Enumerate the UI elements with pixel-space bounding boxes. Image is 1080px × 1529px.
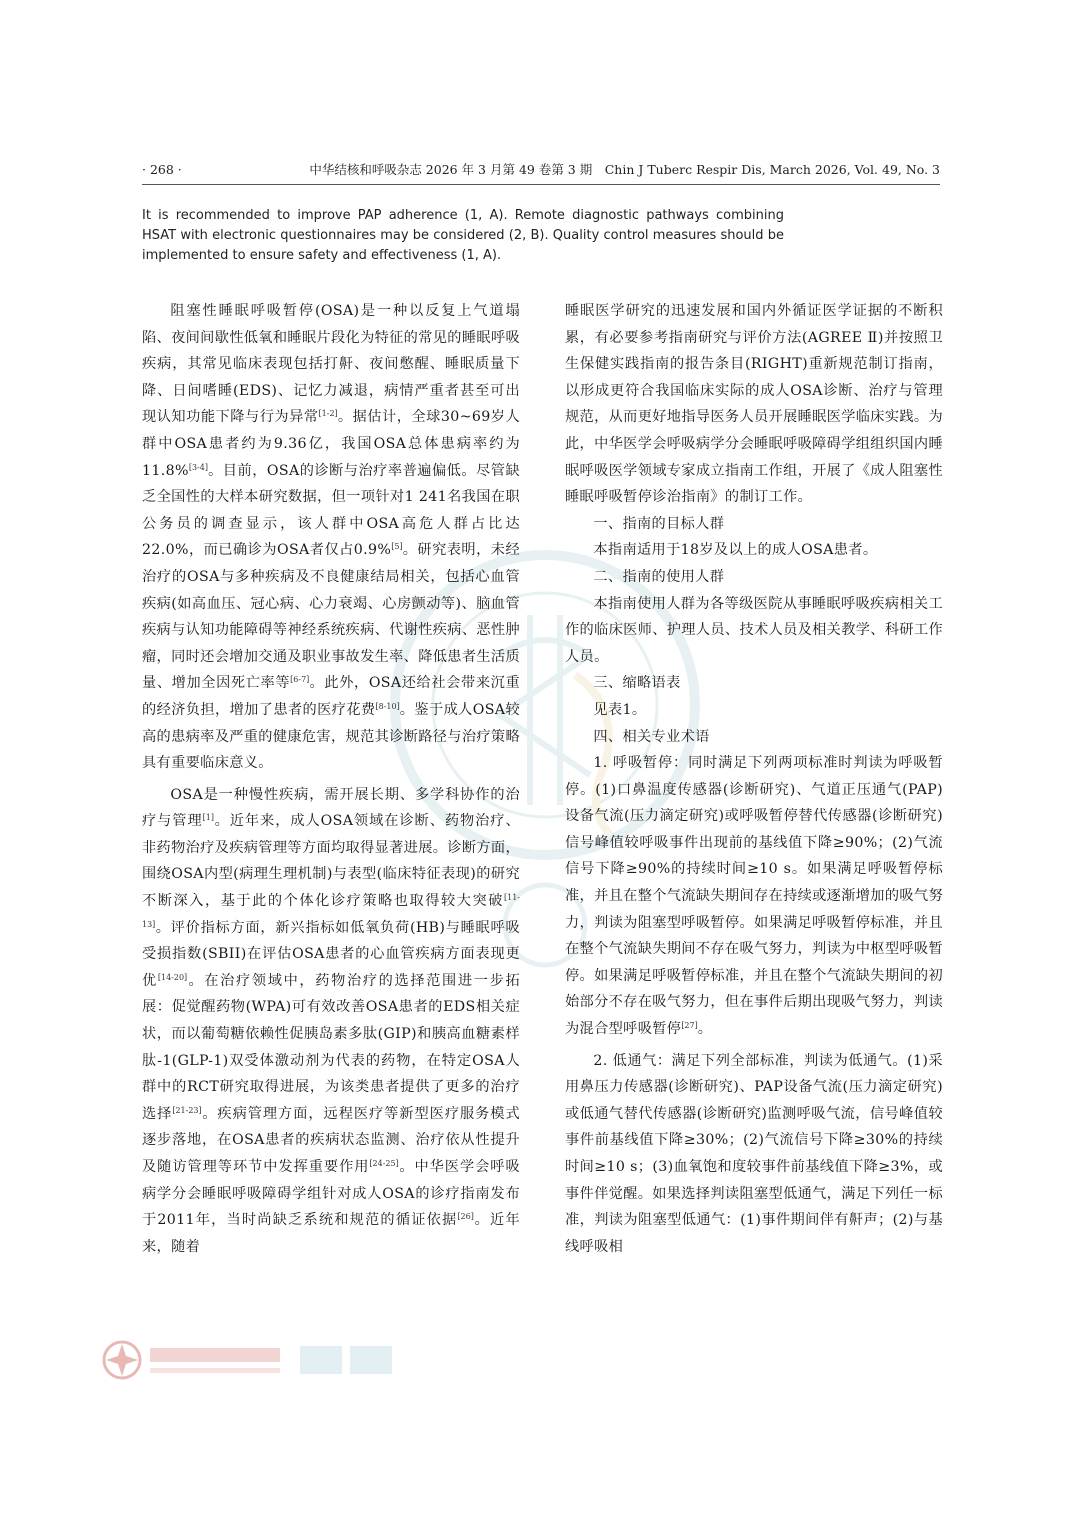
- citation: [26]: [457, 1212, 474, 1222]
- citation: [3-4]: [188, 462, 208, 472]
- definition-hypopnea: 2. 低通气：满足下列全部标准，判读为低通气。(1)采用鼻压力传感器(诊断研究)、PAP设备气流(压力滴定研究)或低通气替代传感器(诊断研究)监测呼吸气流，信号峰值较事件前基线值下降≥30%；(2)气流信号下降≥30%的持续时间≥10 s；(3)血氧饱和度较事件前基线值下降≥3%，或事件伴觉醒。如果选择判读阻塞型低通气，满足下列任一标准，判读为阻塞型低通气：(1)事件期间伴有鼾声；(2)与基线呼吸相: [565, 1052, 943, 1255]
- section-heading-target-population: 一、指南的目标人群: [593, 515, 725, 532]
- right-column: [565, 298, 943, 1260]
- definition-apnea: 1. 呼吸暂停：同时满足下列两项标准时判读为呼吸暂停。(1)口鼻温度传感器(诊断研究)、气道正压通气(PAP)设备气流(压力滴定研究)或呼吸暂停替代传感器(诊断研究)信号峰值较呼吸事件出现前的基线值下降≥90%；(2)气流信号下降≥90%的持续时间≥10 s。如果满足呼吸暂停标准，并且在整个气流缺失期间存在持续或逐渐增加的吸气努力，判读为阻塞型呼吸暂停。如果满足呼吸暂停标准，并且在整个气流缺失期间不存在吸气努力，判读为中枢型呼吸暂停。如果满足呼吸暂停标准，并且在整个气流缺失期间的初始部分不存在吸气努力，但在事件后期出现吸气努力，判读为混合型呼吸暂停[27]。: [565, 755, 943, 1038]
- running-header: [142, 160, 940, 180]
- section-heading-users: 二、指南的使用人群: [593, 568, 725, 585]
- paragraph-target-population: 本指南适用于18岁及以上的成人OSA患者。: [593, 542, 878, 559]
- paragraph-users: 本指南使用人群为各等级医院从事睡眠呼吸疾病相关工作的临床医师、护理人员、技术人员及相关教学、科研工作人员。: [565, 595, 943, 665]
- citation: [21-23]: [172, 1105, 202, 1115]
- citation: [24-25]: [369, 1159, 399, 1168]
- header-rule: [142, 184, 940, 185]
- paragraph-abbreviations: 见表1。: [593, 701, 647, 718]
- citation: [14-20]: [157, 972, 188, 982]
- publisher-logo-icon: [100, 1330, 400, 1390]
- citation: [5]: [391, 542, 403, 552]
- citation: [1]: [202, 813, 214, 823]
- paragraph-background: OSA是一种慢性疾病，需开展长期、多学科协作的治疗与管理[1]。近年来，成人OSA领域在诊断、药物治疗、非药物治疗及疾病管理等方面均取得显著进展。诊断方面，围绕OSA内型(病理生理机制)与表型(临床特征表现)的研究不断深入，基于此的个体化诊疗策略也取得较大突破[11-13]。评价指标方面，新兴指标如低氧负荷(HB)与睡眠呼吸受损指数(SBII)在评估OSA患者的心血管疾病方面表现更优[14-20]。在治疗领域中，药物治疗的选择范围进一步拓展：促觉醒药物(WPA)可有效改善OSA患者的EDS相关症状，而以葡萄糖依赖性促胰岛素多肽(GIP)和胰高血糖素样肽-1(GLP-1)双受体激动剂为代表的药物，在特定OSA人群中的RCT研究取得进展，为该类患者提供了更多的治疗选择[21-23]。疾病管理方面，远程医疗等新型医疗服务模式逐步落地，在OSA患者的疾病状态监测、治疗依从性提升及随访管理等环节中发挥重要作用[24-25]。中华医学会呼吸病学分会睡眠呼吸障碍学组针对成人OSA的诊疗指南发布于2011年，当时尚缺乏系统和规范的循证依据[26]。近年来，随着: [142, 786, 520, 1255]
- paragraph-continued: 睡眠医学研究的迅速发展和国内外循证医学证据的不断积累，有必要参考指南研究与评价方法(AGREE Ⅱ)并按照卫生保健实践指南的报告条目(RIGHT)重新规范制订指南，以形成更符合我国临床实际的成人OSA诊断、治疗与管理规范，从而更好地指导医务人员开展睡眠医学临床实践。为此，中华医学会呼吸病学分会睡眠呼吸障碍学组组织国内睡眠呼吸医学领域专家成立指南工作组，开展了《成人阻塞性睡眠呼吸暂停诊治指南》的制订工作。: [565, 303, 943, 506]
- page-number: · 268 ·: [142, 162, 182, 177]
- left-column: [142, 298, 520, 1260]
- citation: [11-13]: [142, 893, 520, 929]
- section-heading-terms: 四、相关专业术语: [593, 728, 710, 745]
- citation: [6-7]: [290, 675, 310, 685]
- section-heading-abbreviations: 三、缩略语表: [593, 675, 681, 692]
- paragraph-intro: 阻塞性睡眠呼吸暂停(OSA)是一种以反复上气道塌陷、夜间间歇性低氧和睡眠片段化为特征的常见的睡眠呼吸疾病，其常见临床表现包括打鼾、夜间憋醒、睡眠质量下降、日间嗜睡(EDS)、记忆力减退，病情严重者甚至可出现认知功能下降与行为异常[1-2]。据估计，全球30~69岁人群中OSA患者约为9.36亿，我国OSA总体患病率约为11.8%[3-4]。目前，OSA的诊断与治疗率普遍偏低。尽管缺乏全国性的大样本研究数据，但一项针对1 241名我国在职公务员的调查显示，该人群中OSA高危人群占比达22.0%，而已确诊为OSA者仅占0.9%[5]。研究表明，未经治疗的OSA与多种疾病及不良健康结局相关，包括心血管疾病(如高血压、冠心病、心力衰竭、心房颤动等)、脑血管疾病与认知功能障碍等神经系统疾病、代谢性疾病、恶性肿瘤，同时还会增加交通及职业事故发生率、降低患者生活质量、增加全因死亡率等[6-7]。此外，OSA还给社会带来沉重的经济负担，增加了患者的医疗花费[8-10]。鉴于成人OSA较高的患病率及严重的健康危害，规范其诊断路径与治疗策略具有重要临床意义。: [142, 303, 521, 772]
- citation: [8-10]: [375, 701, 400, 711]
- citation: [1-2]: [318, 409, 338, 419]
- journal-citation: 中华结核和呼吸杂志 2026 年 3 月第 49 卷第 3 期 Chin J Tuberc Respir Dis, March 2026, Vol. 49, No. 3: [309, 162, 940, 177]
- abstract-tail: It is recommended to improve PAP adherence (1, A). Remote diagnostic pathways combining HSAT with electronic questionnaires may be considered (2, B). Quality control measures should be implemented to ensure safety and effectiveness (1, A).: [142, 208, 784, 263]
- citation: [27]: [681, 1021, 698, 1031]
